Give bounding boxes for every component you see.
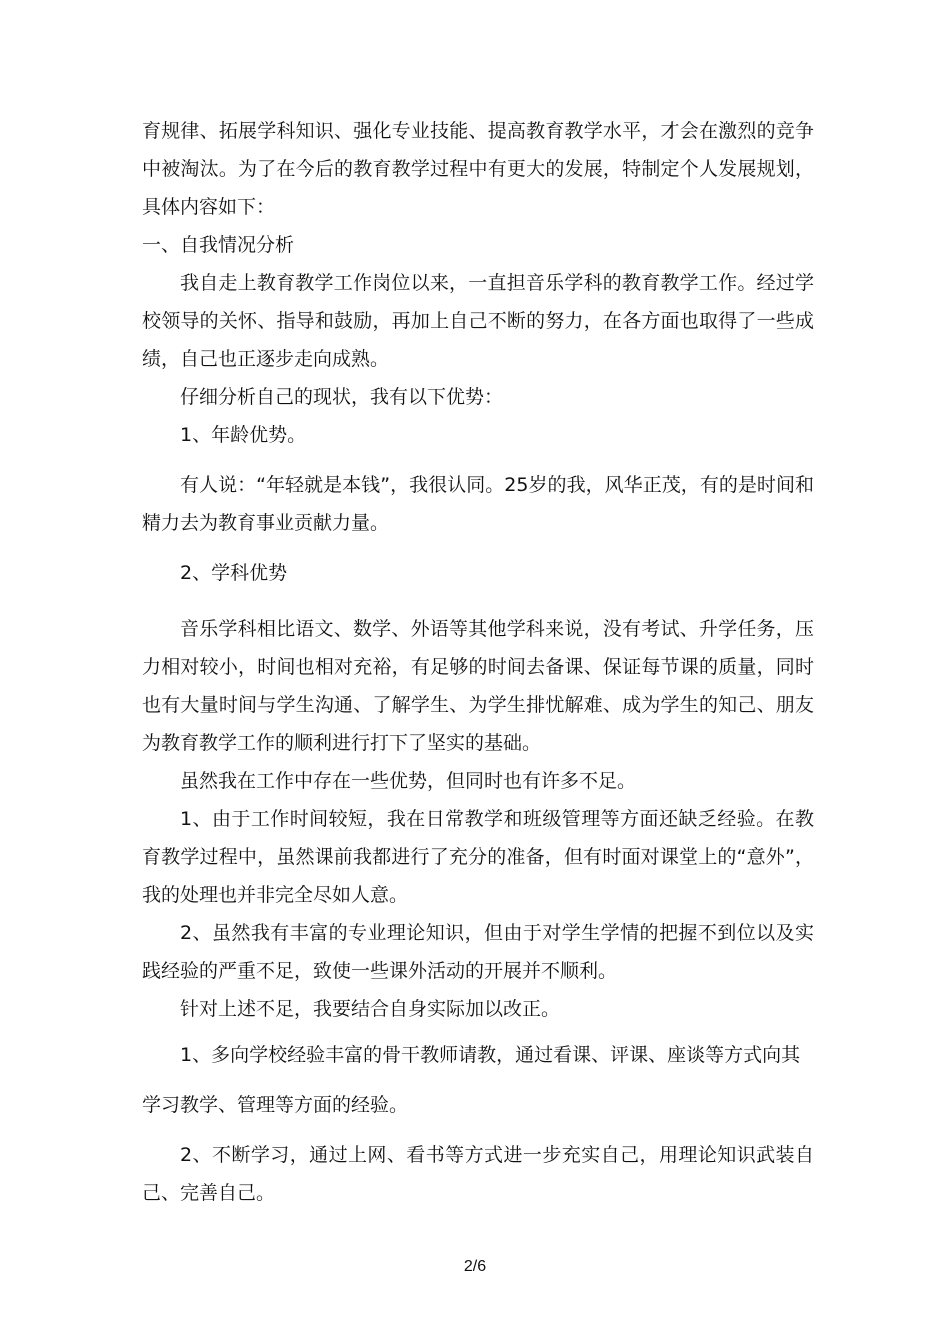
list-item-improvement-consult: 1、多向学校经验丰富的骨干教师请教，通过看课、评课、座谈等方式向其 — [180, 1044, 801, 1066]
paragraph-shortcomings-intro: 虽然我在工作中存在一些优势，但同时也有许多不足。 — [180, 770, 637, 792]
list-item-improvement-consult-continued: 学习教学、管理等方面的经验。 — [142, 1094, 409, 1116]
page-number: 2/6 — [463, 1258, 487, 1275]
list-item-shortcoming-practice: 2、虽然我有丰富的专业理论知识，但由于对学生学情的把握不到位以及实践经验的严重不足，致使一些课外活动的开展并不顺利。 — [142, 922, 814, 982]
paragraph-advantages-intro: 仔细分析自己的现状，我有以下优势： — [180, 386, 504, 408]
list-item-subject-advantage: 2、学科优势 — [180, 562, 288, 584]
list-item-shortcoming-experience: 1、由于工作时间较短，我在日常教学和班级管理等方面还缺乏经验。在教育教学过程中，虽然课前我都进行了充分的准备，但有时面对课堂上的“意外”，我的处理也并非完全尽如人意。 — [142, 808, 814, 906]
paragraph-age-advantage: 有人说：“年轻就是本钱”，我很认同。25岁的我，风华正茂，有的是时间和精力去为教育事业贡献力量。 — [142, 474, 814, 534]
paragraph-subject-advantage: 音乐学科相比语文、数学、外语等其他学科来说，没有考试、升学任务，压力相对较小，时间也相对充裕，有足够的时间去备课、保证每节课的质量，同时也有大量时间与学生沟通、了解学生、为学生排忧解难、成为学生的知己、朋友为教育教学工作的顺利进行打下了坚实的基础。 — [142, 618, 814, 754]
paragraph-work-experience: 我自走上教育教学工作岗位以来，一直担音乐学科的教育教学工作。经过学校领导的关怀、指导和鼓励，再加上自己不断的努力，在各方面也取得了一些成绩，自己也正逐步走向成熟。 — [142, 272, 814, 370]
list-item-age-advantage: 1、年龄优势。 — [180, 424, 307, 446]
list-item-improvement-study: 2、不断学习，通过上网、看书等方式进一步充实自己，用理论知识武装自己、完善自己。 — [142, 1144, 814, 1204]
document-body — [142, 112, 814, 1212]
paragraph-improvement-intro: 针对上述不足，我要结合自身实际加以改正。 — [180, 998, 561, 1020]
section-heading-self-analysis: 一、自我情况分析 — [142, 234, 295, 256]
paragraph-intro-continuation: 育规律、拓展学科知识、强化专业技能、提高教育教学水平，才会在激烈的竞争中被淘汰。为了在今后的教育教学过程中有更大的发展，特制定个人发展规划，具体内容如下： — [142, 120, 814, 218]
